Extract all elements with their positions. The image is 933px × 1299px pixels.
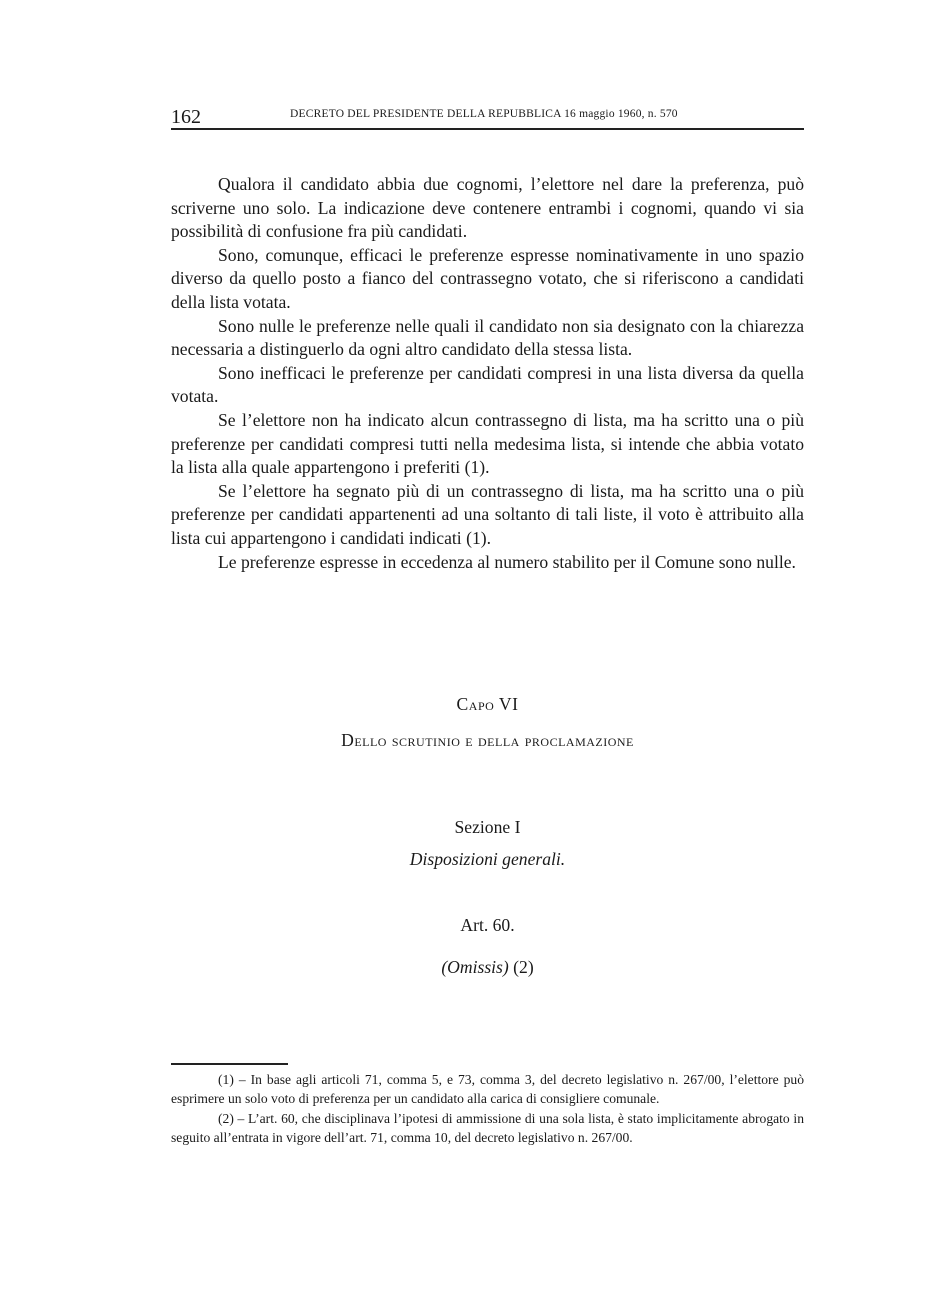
footnote: (2) – L’art. 60, che disciplinava l’ipotesi di ammissione di una sola lista, è stato implicitamente abrogato in seguito all’entrata in vigore dell’art. 71, comma 10, del decreto legislativo n. 267/00. <box>171 1110 804 1145</box>
paragraph: Se l’elettore non ha indicato alcun contrassegno di lista, ma ha scritto una o più preferenze per candidati compresi tutti nella medesima lista, si intende che abbia votato la lista alla quale appartengono i preferiti (1). <box>171 409 804 478</box>
paragraph: Se l’elettore ha segnato più di un contrassegno di lista, ma ha scritto una o più preferenze per candidati appartenenti ad una soltanto di tali liste, il voto è attribuito alla lista cui appartengono i candidati indicati (1). <box>171 480 804 548</box>
paragraph: Sono inefficaci le preferenze per candidati compresi in una lista diversa da quella votata. <box>171 362 804 407</box>
footnote: (1) – In base agli articoli 71, comma 5, e 73, comma 3, del decreto legislativo n. 267/00, l’elettore può esprimere un solo voto di preferenza per un candidato alla carica di consigliere comunale. <box>171 1072 804 1107</box>
header-rule <box>171 128 804 130</box>
section-title: Disposizioni generali. <box>409 849 566 869</box>
footnotes <box>171 1070 804 1147</box>
article-body <box>171 957 804 978</box>
paragraph: Qualora il candidato abbia due cognomi, l’elettore nel dare la preferenza, può scriverne uno solo. La indicazione deve contenere entrambi i cognomi, quando vi sia possibilità di confusione fra più candidati. <box>171 174 804 242</box>
article-label: Art. 60. <box>460 915 515 935</box>
footnote-rule <box>171 1063 288 1065</box>
paragraph: Sono, comunque, efficaci le preferenze espresse nominativamente in uno spazio diverso da quello posto a fianco del contrassegno votato, che si riferiscono a candidati della lista votata. <box>171 244 804 312</box>
running-title: DECRETO DEL PRESIDENTE DELLA REPUBBLICA 16 maggio 1960, n. 570 <box>290 108 678 120</box>
chapter-label: Capo VI <box>456 694 519 714</box>
footnote-ref: (2) <box>513 957 534 977</box>
omissis: (Omissis) <box>441 957 509 977</box>
section-label: Sezione I <box>454 817 521 837</box>
page-number: 162 <box>171 106 201 128</box>
paragraph: Sono nulle le preferenze nelle quali il candidato non sia designato con la chiarezza necessaria a distinguerlo da ogni altro candidato della stessa lista. <box>171 315 804 360</box>
chapter-title: Dello scrutinio e della proclamazione <box>341 730 634 750</box>
body-text <box>171 173 804 574</box>
paragraph: Le preferenze espresse in eccedenza al numero stabilito per il Comune sono nulle. <box>218 551 796 572</box>
